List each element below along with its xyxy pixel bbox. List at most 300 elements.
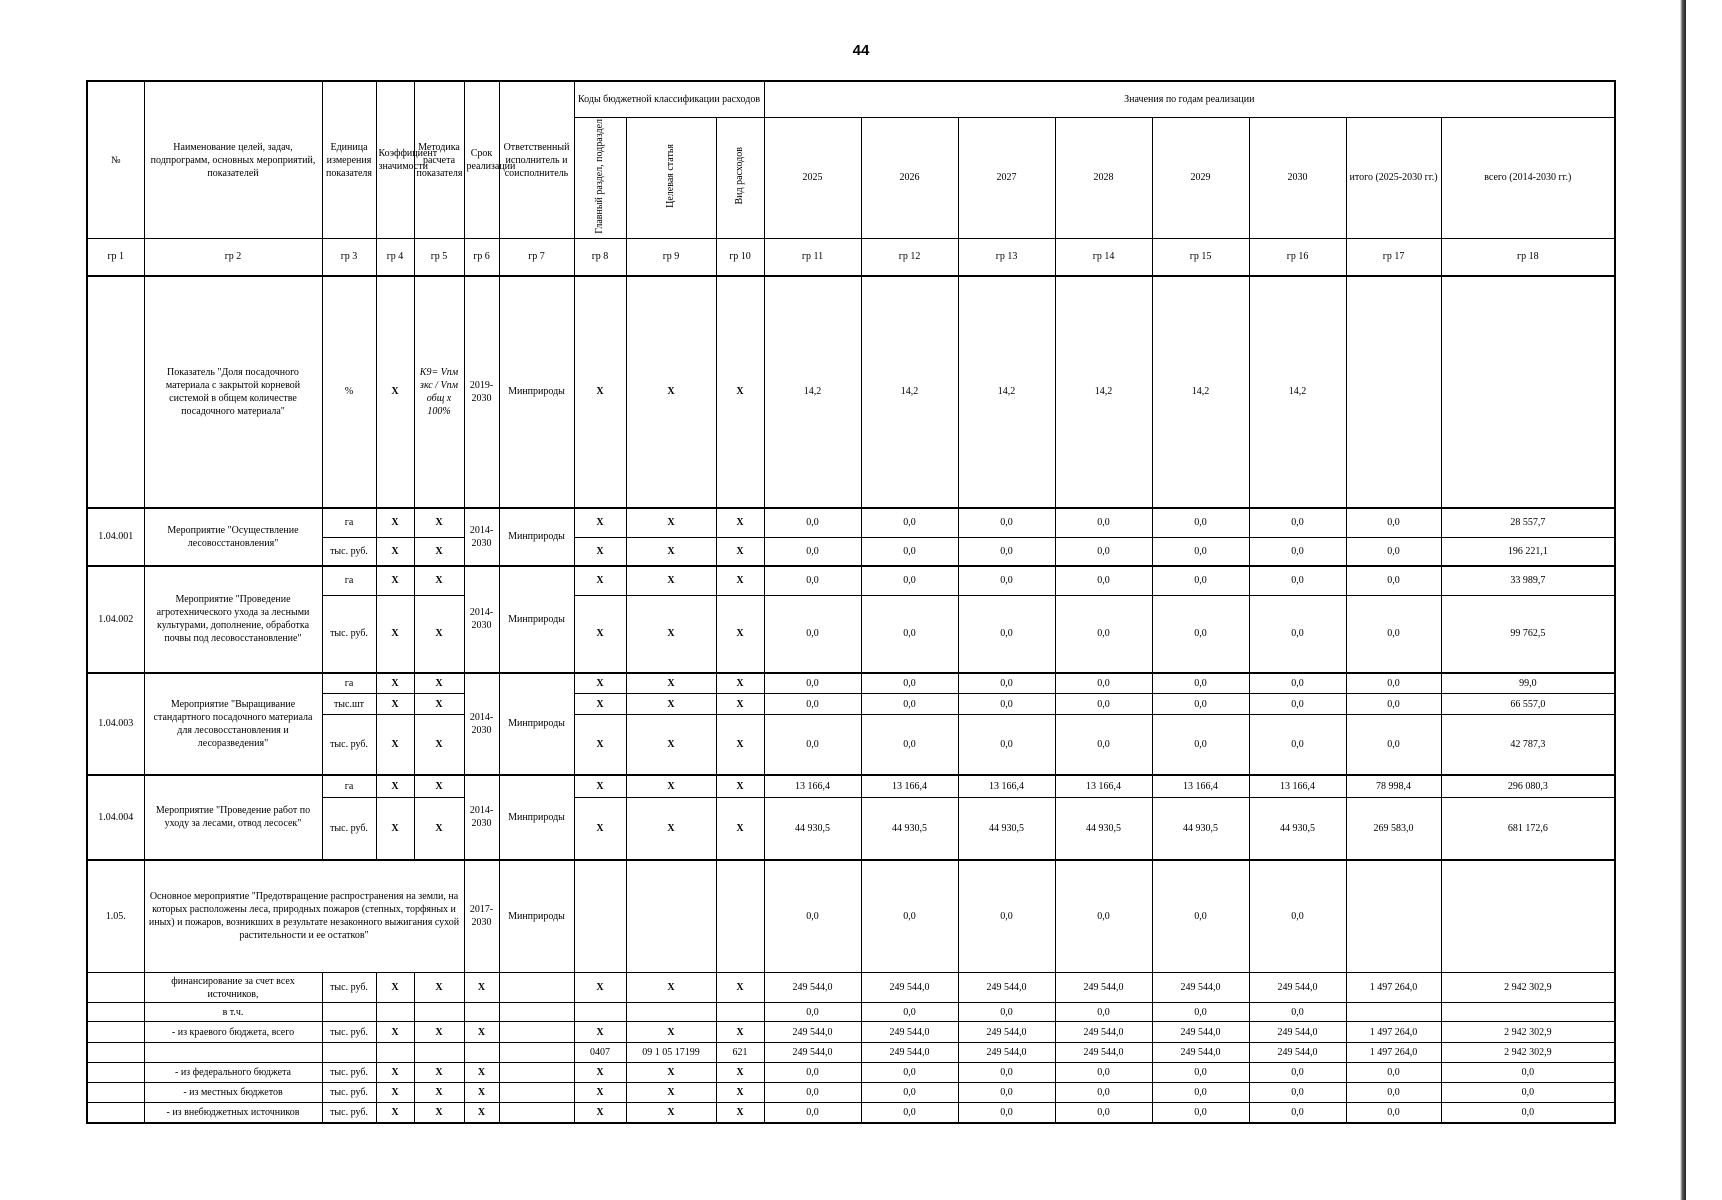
main105-exec: Минприроды xyxy=(499,860,574,973)
fin-code: X xyxy=(716,1083,764,1103)
fin-code: X xyxy=(716,1063,764,1083)
fin-method xyxy=(414,1043,464,1063)
m002-all: 99 762,5 xyxy=(1441,596,1615,673)
m004-value: 13 166,4 xyxy=(861,775,958,798)
m001-unit: тыс. руб. xyxy=(322,538,376,566)
indicator-all xyxy=(1441,276,1615,508)
m003-code: X xyxy=(574,715,626,775)
gr-label: гр 5 xyxy=(414,239,464,276)
main105-name: Основное мероприятие "Предотвращение распространения на земли, на которых расположены леса, природных пожаров (степных, торфяных и иных) и пожаров, возникших в результате незаконного выжигания сухой растительности и ее остатков" xyxy=(144,860,464,973)
fin-code: 0407 xyxy=(574,1043,626,1063)
m001-value: 0,0 xyxy=(861,538,958,566)
indicator-value: 14,2 xyxy=(958,276,1055,508)
fin-unit: тыс. руб. xyxy=(322,973,376,1003)
fin-method xyxy=(414,1003,464,1022)
m001-coef: X xyxy=(376,538,414,566)
hdr-unit: Единица измерения показателя xyxy=(322,81,376,239)
m001-no: 1.04.001 xyxy=(87,508,144,566)
m002-method: X xyxy=(414,566,464,596)
main105-code xyxy=(626,860,716,973)
m004-name: Мероприятие "Проведение работ по уходу за лесами, отвод лесосек" xyxy=(144,775,322,860)
m001-total: 0,0 xyxy=(1346,508,1441,538)
m004-coef: X xyxy=(376,775,414,798)
hdr-code-type: Вид расходов xyxy=(716,117,764,239)
m001-coef: X xyxy=(376,508,414,538)
m001-code: X xyxy=(626,538,716,566)
fin-value: 0,0 xyxy=(1152,1103,1249,1123)
fin-value: 249 544,0 xyxy=(1055,1022,1152,1043)
fin-value: 0,0 xyxy=(764,1083,861,1103)
fin-code: X xyxy=(626,973,716,1003)
fin-unit xyxy=(322,1043,376,1063)
fin-label: - из местных бюджетов xyxy=(144,1083,322,1103)
hdr-year: 2025 xyxy=(764,117,861,239)
gr-label: гр 12 xyxy=(861,239,958,276)
fin-exec xyxy=(499,1043,574,1063)
fin-total: 0,0 xyxy=(1346,1103,1441,1123)
m004-code: X xyxy=(574,798,626,860)
m002-no: 1.04.002 xyxy=(87,566,144,673)
m004-value: 44 930,5 xyxy=(1055,798,1152,860)
m004-all: 296 080,3 xyxy=(1441,775,1615,798)
fin-coef xyxy=(376,1003,414,1022)
m001-value: 0,0 xyxy=(1249,508,1346,538)
fin-all xyxy=(1441,1003,1615,1022)
hdr-total-2014-2030: всего (2014-2030 гг.) xyxy=(1441,117,1615,239)
m002-code: X xyxy=(626,596,716,673)
hdr-year: 2030 xyxy=(1249,117,1346,239)
fin-value: 249 544,0 xyxy=(861,973,958,1003)
m001-code: X xyxy=(716,508,764,538)
m003-code: X xyxy=(716,715,764,775)
gr-label: гр 8 xyxy=(574,239,626,276)
m001-method: X xyxy=(414,508,464,538)
indicator-method: К9= Vпм зкс / Vпм общ x 100% xyxy=(414,276,464,508)
main105-value: 0,0 xyxy=(1152,860,1249,973)
fin-no xyxy=(87,1103,144,1123)
m003-code: X xyxy=(574,694,626,715)
fin-value: 0,0 xyxy=(764,1103,861,1123)
fin-code: X xyxy=(626,1083,716,1103)
fin-value: 0,0 xyxy=(1055,1083,1152,1103)
m004-method: X xyxy=(414,798,464,860)
main105-code xyxy=(574,860,626,973)
fin-code xyxy=(574,1003,626,1022)
m002-code: X xyxy=(716,596,764,673)
m003-coef: X xyxy=(376,673,414,694)
m001-value: 0,0 xyxy=(1152,538,1249,566)
fin-coef: X xyxy=(376,1083,414,1103)
fin-label: - из краевого бюджета, всего xyxy=(144,1022,322,1043)
scan-edge xyxy=(1680,0,1686,1200)
m004-method: X xyxy=(414,775,464,798)
m002-exec: Минприроды xyxy=(499,566,574,673)
gr-label: гр 9 xyxy=(626,239,716,276)
fin-term xyxy=(464,1043,499,1063)
m004-unit: га xyxy=(322,775,376,798)
fin-all: 0,0 xyxy=(1441,1083,1615,1103)
fin-code xyxy=(626,1003,716,1022)
main105-value: 0,0 xyxy=(958,860,1055,973)
m001-code: X xyxy=(716,538,764,566)
m004-total: 269 583,0 xyxy=(1346,798,1441,860)
fin-value: 0,0 xyxy=(1152,1003,1249,1022)
fin-value: 0,0 xyxy=(958,1003,1055,1022)
m001-code: X xyxy=(626,508,716,538)
fin-value: 249 544,0 xyxy=(861,1043,958,1063)
m002-value: 0,0 xyxy=(958,596,1055,673)
fin-value: 0,0 xyxy=(1152,1063,1249,1083)
m002-value: 0,0 xyxy=(861,566,958,596)
fin-code xyxy=(716,1003,764,1022)
m004-total: 78 998,4 xyxy=(1346,775,1441,798)
fin-coef: X xyxy=(376,1022,414,1043)
m003-all: 66 557,0 xyxy=(1441,694,1615,715)
m003-value: 0,0 xyxy=(958,673,1055,694)
indicator-value: 14,2 xyxy=(1249,276,1346,508)
m003-value: 0,0 xyxy=(1152,673,1249,694)
indicator-code-section: X xyxy=(574,276,626,508)
indicator-value: 14,2 xyxy=(861,276,958,508)
m004-value: 13 166,4 xyxy=(764,775,861,798)
fin-value: 0,0 xyxy=(1249,1083,1346,1103)
main105-code xyxy=(716,860,764,973)
m002-value: 0,0 xyxy=(764,596,861,673)
m004-value: 44 930,5 xyxy=(1249,798,1346,860)
m002-unit: тыс. руб. xyxy=(322,596,376,673)
gr-label: гр 10 xyxy=(716,239,764,276)
gr-label: гр 1 xyxy=(87,239,144,276)
m003-code: X xyxy=(626,694,716,715)
hdr-name: Наименование целей, задач, подпрограмм, основных мероприятий, показателей xyxy=(144,81,322,239)
gr-label: гр 13 xyxy=(958,239,1055,276)
m004-value: 44 930,5 xyxy=(764,798,861,860)
m003-method: X xyxy=(414,694,464,715)
m002-value: 0,0 xyxy=(958,566,1055,596)
indicator-unit: % xyxy=(322,276,376,508)
m002-code: X xyxy=(626,566,716,596)
indicator-term: 2019-2030 xyxy=(464,276,499,508)
fin-code: X xyxy=(574,1103,626,1123)
m002-all: 33 989,7 xyxy=(1441,566,1615,596)
gr-label: гр 3 xyxy=(322,239,376,276)
m002-coef: X xyxy=(376,566,414,596)
m003-coef: X xyxy=(376,715,414,775)
m002-value: 0,0 xyxy=(1055,596,1152,673)
m004-code: X xyxy=(574,775,626,798)
m003-code: X xyxy=(716,673,764,694)
m003-value: 0,0 xyxy=(1152,715,1249,775)
page-number: 44 xyxy=(852,42,870,59)
m003-code: X xyxy=(574,673,626,694)
fin-all: 2 942 302,9 xyxy=(1441,1022,1615,1043)
m003-exec: Минприроды xyxy=(499,673,574,775)
m003-no: 1.04.003 xyxy=(87,673,144,775)
gr-label: гр 6 xyxy=(464,239,499,276)
main105-value: 0,0 xyxy=(1249,860,1346,973)
m002-value: 0,0 xyxy=(1152,596,1249,673)
m003-code: X xyxy=(716,694,764,715)
indicator-coef: X xyxy=(376,276,414,508)
fin-unit: тыс. руб. xyxy=(322,1103,376,1123)
main105-value: 0,0 xyxy=(764,860,861,973)
fin-code: X xyxy=(574,1063,626,1083)
fin-value: 0,0 xyxy=(1055,1003,1152,1022)
m003-total: 0,0 xyxy=(1346,715,1441,775)
gr-label: гр 11 xyxy=(764,239,861,276)
hdr-code-section: Главный раздел, подраздел xyxy=(574,117,626,239)
m003-value: 0,0 xyxy=(1152,694,1249,715)
hdr-code-target: Целевая статья xyxy=(626,117,716,239)
m004-value: 44 930,5 xyxy=(861,798,958,860)
m002-value: 0,0 xyxy=(764,566,861,596)
indicator-code-target: X xyxy=(626,276,716,508)
m001-value: 0,0 xyxy=(1055,538,1152,566)
hdr-coef: Коэффициент значимости xyxy=(376,81,414,239)
fin-value: 249 544,0 xyxy=(1249,1022,1346,1043)
hdr-year: 2029 xyxy=(1152,117,1249,239)
m001-term: 2014-2030 xyxy=(464,508,499,566)
fin-code: X xyxy=(574,1083,626,1103)
m003-name: Мероприятие "Выращивание стандартного посадочного материала для лесовосстановления и лесоразведения" xyxy=(144,673,322,775)
m003-all: 99,0 xyxy=(1441,673,1615,694)
fin-value: 249 544,0 xyxy=(1152,973,1249,1003)
fin-no xyxy=(87,973,144,1003)
m004-all: 681 172,6 xyxy=(1441,798,1615,860)
m004-code: X xyxy=(626,775,716,798)
fin-label: - из внебюджетных источников xyxy=(144,1103,322,1123)
fin-coef xyxy=(376,1043,414,1063)
hdr-year: 2027 xyxy=(958,117,1055,239)
fin-value: 0,0 xyxy=(1055,1063,1152,1083)
indicator-exec: Минприроды xyxy=(499,276,574,508)
m001-all: 28 557,7 xyxy=(1441,508,1615,538)
fin-no xyxy=(87,1003,144,1022)
m001-method: X xyxy=(414,538,464,566)
fin-total: 0,0 xyxy=(1346,1083,1441,1103)
m003-unit: тыс. руб. xyxy=(322,715,376,775)
m003-method: X xyxy=(414,673,464,694)
fin-code: 621 xyxy=(716,1043,764,1063)
m003-value: 0,0 xyxy=(958,694,1055,715)
gr-label: гр 2 xyxy=(144,239,322,276)
fin-unit: тыс. руб. xyxy=(322,1063,376,1083)
main105-total xyxy=(1346,860,1441,973)
m003-coef: X xyxy=(376,694,414,715)
fin-value: 249 544,0 xyxy=(764,973,861,1003)
fin-value: 0,0 xyxy=(1249,1003,1346,1022)
hdr-no: № xyxy=(87,81,144,239)
fin-term: X xyxy=(464,1083,499,1103)
fin-method: X xyxy=(414,1063,464,1083)
fin-all: 0,0 xyxy=(1441,1063,1615,1083)
m003-unit: га xyxy=(322,673,376,694)
m004-no: 1.04.004 xyxy=(87,775,144,860)
m004-code: X xyxy=(626,798,716,860)
hdr-year: 2028 xyxy=(1055,117,1152,239)
m001-code: X xyxy=(574,508,626,538)
fin-label: - из федерального бюджета xyxy=(144,1063,322,1083)
indicator-no xyxy=(87,276,144,508)
fin-no xyxy=(87,1083,144,1103)
m003-total: 0,0 xyxy=(1346,694,1441,715)
m004-unit: тыс. руб. xyxy=(322,798,376,860)
fin-value: 249 544,0 xyxy=(1152,1043,1249,1063)
fin-value: 249 544,0 xyxy=(861,1022,958,1043)
fin-method: X xyxy=(414,1022,464,1043)
fin-value: 249 544,0 xyxy=(764,1022,861,1043)
fin-unit: тыс. руб. xyxy=(322,1022,376,1043)
m001-value: 0,0 xyxy=(764,538,861,566)
m003-value: 0,0 xyxy=(861,694,958,715)
m003-value: 0,0 xyxy=(764,715,861,775)
fin-code: X xyxy=(716,1103,764,1123)
fin-all: 2 942 302,9 xyxy=(1441,973,1615,1003)
fin-value: 0,0 xyxy=(861,1003,958,1022)
fin-exec xyxy=(499,973,574,1003)
fin-exec xyxy=(499,1083,574,1103)
fin-no xyxy=(87,1022,144,1043)
m004-coef: X xyxy=(376,798,414,860)
fin-value: 249 544,0 xyxy=(1055,973,1152,1003)
m003-value: 0,0 xyxy=(861,673,958,694)
m002-value: 0,0 xyxy=(1152,566,1249,596)
fin-value: 0,0 xyxy=(1249,1103,1346,1123)
gr-label: гр 18 xyxy=(1441,239,1615,276)
hdr-values-group: Значения по годам реализации xyxy=(764,81,1615,117)
fin-value: 0,0 xyxy=(958,1083,1055,1103)
m001-value: 0,0 xyxy=(958,538,1055,566)
fin-value: 249 544,0 xyxy=(1055,1043,1152,1063)
m003-term: 2014-2030 xyxy=(464,673,499,775)
m002-name: Мероприятие "Проведение агротехнического ухода за лесными культурами, дополнение, обработка почвы под лесовосстановление" xyxy=(144,566,322,673)
m003-value: 0,0 xyxy=(764,673,861,694)
hdr-codes-group: Коды бюджетной классификации расходов xyxy=(574,81,764,117)
fin-label: финансирование за счет всех источников, xyxy=(144,973,322,1003)
fin-label: в т.ч. xyxy=(144,1003,322,1022)
m004-code: X xyxy=(716,798,764,860)
fin-term xyxy=(464,1003,499,1022)
fin-exec xyxy=(499,1103,574,1123)
m003-value: 0,0 xyxy=(1249,673,1346,694)
m004-value: 13 166,4 xyxy=(1055,775,1152,798)
m003-all: 42 787,3 xyxy=(1441,715,1615,775)
m002-unit: га xyxy=(322,566,376,596)
m001-all: 196 221,1 xyxy=(1441,538,1615,566)
m003-code: X xyxy=(626,715,716,775)
fin-exec xyxy=(499,1063,574,1083)
m002-value: 0,0 xyxy=(861,596,958,673)
fin-total: 1 497 264,0 xyxy=(1346,1022,1441,1043)
m002-value: 0,0 xyxy=(1249,596,1346,673)
m001-total: 0,0 xyxy=(1346,538,1441,566)
hdr-exec: Ответственный исполнитель и соисполнитель xyxy=(499,81,574,239)
gr-label: гр 14 xyxy=(1055,239,1152,276)
m004-value: 13 166,4 xyxy=(958,775,1055,798)
m004-code: X xyxy=(716,775,764,798)
fin-term: X xyxy=(464,1063,499,1083)
indicator-value: 14,2 xyxy=(1055,276,1152,508)
gr-label: гр 16 xyxy=(1249,239,1346,276)
hdr-method: Методика расчета показателя xyxy=(414,81,464,239)
m003-value: 0,0 xyxy=(861,715,958,775)
fin-code: X xyxy=(626,1022,716,1043)
gr-label: гр 15 xyxy=(1152,239,1249,276)
fin-method: X xyxy=(414,1083,464,1103)
indicator-name: Показатель "Доля посадочного материала с закрытой корневой системой в общем количестве посадочного материала" xyxy=(144,276,322,508)
m002-method: X xyxy=(414,596,464,673)
fin-term: X xyxy=(464,1103,499,1123)
fin-unit xyxy=(322,1003,376,1022)
hdr-term: Срок реализации xyxy=(464,81,499,239)
fin-value: 0,0 xyxy=(764,1063,861,1083)
fin-value: 0,0 xyxy=(1055,1103,1152,1123)
fin-term: X xyxy=(464,973,499,1003)
fin-code: X xyxy=(626,1063,716,1083)
m002-code: X xyxy=(574,596,626,673)
m003-value: 0,0 xyxy=(1055,694,1152,715)
fin-value: 0,0 xyxy=(861,1063,958,1083)
main105-all xyxy=(1441,860,1615,973)
m001-value: 0,0 xyxy=(958,508,1055,538)
indicator-value: 14,2 xyxy=(1152,276,1249,508)
fin-exec xyxy=(499,1022,574,1043)
m004-value: 44 930,5 xyxy=(958,798,1055,860)
m001-value: 0,0 xyxy=(764,508,861,538)
fin-value: 249 544,0 xyxy=(764,1043,861,1063)
m004-term: 2014-2030 xyxy=(464,775,499,860)
fin-method: X xyxy=(414,1103,464,1123)
m002-total: 0,0 xyxy=(1346,596,1441,673)
main105-term: 2017-2030 xyxy=(464,860,499,973)
m002-value: 0,0 xyxy=(1055,566,1152,596)
m003-unit: тыс.шт xyxy=(322,694,376,715)
hdr-year: 2026 xyxy=(861,117,958,239)
fin-all: 2 942 302,9 xyxy=(1441,1043,1615,1063)
fin-value: 249 544,0 xyxy=(1249,973,1346,1003)
main105-no: 1.05. xyxy=(87,860,144,973)
m004-value: 13 166,4 xyxy=(1249,775,1346,798)
m003-value: 0,0 xyxy=(764,694,861,715)
fin-total: 1 497 264,0 xyxy=(1346,1043,1441,1063)
m002-total: 0,0 xyxy=(1346,566,1441,596)
fin-value: 249 544,0 xyxy=(1249,1043,1346,1063)
m003-value: 0,0 xyxy=(958,715,1055,775)
fin-value: 0,0 xyxy=(861,1103,958,1123)
fin-code: X xyxy=(574,1022,626,1043)
m002-code: X xyxy=(716,566,764,596)
fin-code: 09 1 05 17199 xyxy=(626,1043,716,1063)
fin-code: X xyxy=(626,1103,716,1123)
m001-value: 0,0 xyxy=(1249,538,1346,566)
m001-exec: Минприроды xyxy=(499,508,574,566)
m003-code: X xyxy=(626,673,716,694)
fin-coef: X xyxy=(376,973,414,1003)
m003-method: X xyxy=(414,715,464,775)
fin-all: 0,0 xyxy=(1441,1103,1615,1123)
fin-value: 0,0 xyxy=(861,1083,958,1103)
indicator-code-type: X xyxy=(716,276,764,508)
m001-value: 0,0 xyxy=(861,508,958,538)
m001-value: 0,0 xyxy=(1055,508,1152,538)
gr-label: гр 4 xyxy=(376,239,414,276)
fin-label xyxy=(144,1043,322,1063)
fin-exec xyxy=(499,1003,574,1022)
fin-total xyxy=(1346,1003,1441,1022)
m003-total: 0,0 xyxy=(1346,673,1441,694)
indicator-value: 14,2 xyxy=(764,276,861,508)
m001-code: X xyxy=(574,538,626,566)
